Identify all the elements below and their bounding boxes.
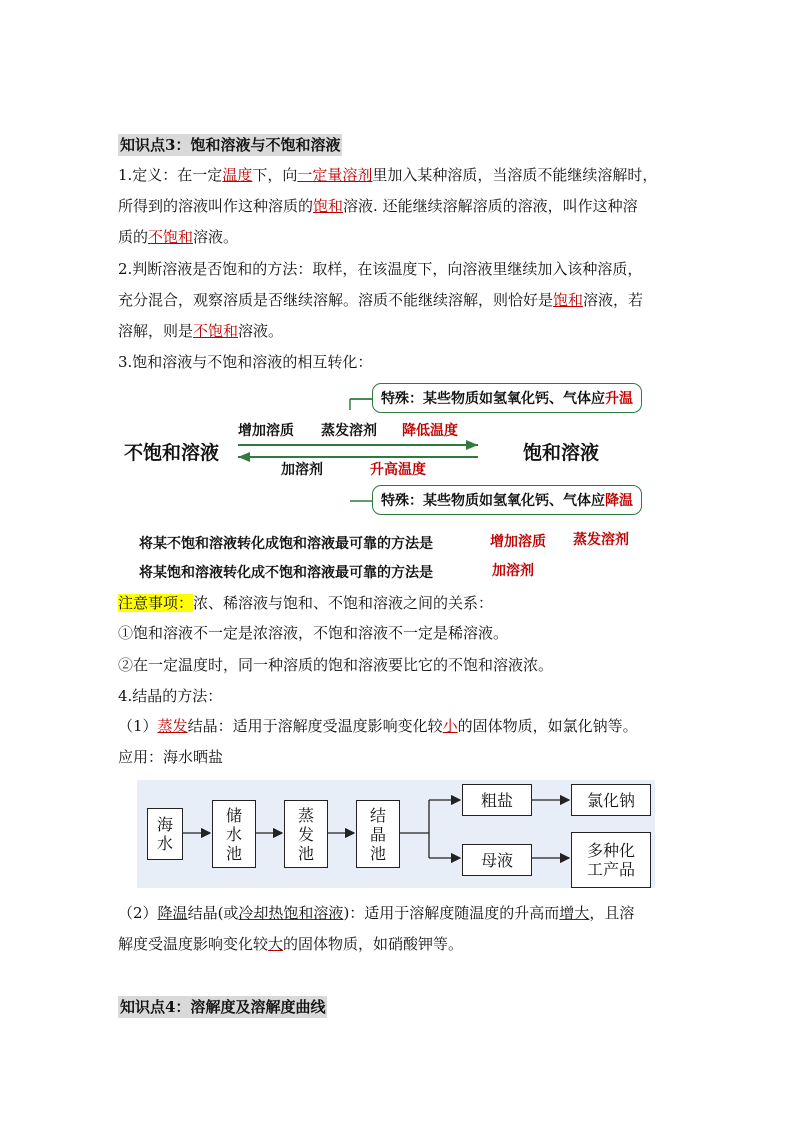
text: 所得到的溶液叫作这种溶质的 xyxy=(118,197,314,215)
text: 结晶(或 xyxy=(187,904,239,922)
section-heading-kp4: 知识点4：溶解度及溶解度曲线 xyxy=(120,998,326,1016)
flow-box-mother-liquor: 母液 xyxy=(462,844,532,876)
unsaturated-label: 不饱和溶液 xyxy=(124,442,220,464)
answer-blank: 饱和 xyxy=(553,291,584,309)
flow-box-sodium-chloride: 氯化钠 xyxy=(571,784,651,816)
method-add-solute: 增加溶质 xyxy=(238,423,294,439)
note-text: 特殊：某些物质如氢氧化钙、气体应 xyxy=(381,391,605,407)
judge-line-1: 2.判断溶液是否饱和的方法：取样，在该温度下，向溶液里继续加入该种溶质， xyxy=(118,260,643,278)
notice-label: 注意事项： xyxy=(118,594,194,612)
text: 1.定义：在一定 xyxy=(118,166,223,184)
text: 的固体物质，如氯化钠等。 xyxy=(457,717,638,735)
answer-blank: 大 xyxy=(268,935,284,953)
text: （2） xyxy=(118,904,158,922)
cooling-crystallization-line-2 xyxy=(118,934,463,954)
conversion-title: 3.饱和溶液与不饱和溶液的相互转化： xyxy=(118,353,373,371)
answer-blank: 不饱和 xyxy=(193,322,239,340)
flow-box-storage-pool: 储 水 池 xyxy=(212,800,256,868)
notice-line xyxy=(118,593,493,613)
note-text: 特殊：某些物质如氢氧化钙、气体应 xyxy=(381,493,605,509)
text: 将某饱和溶液转化成不饱和溶液最可靠的方法是 xyxy=(139,565,433,581)
flow-box-chemical-products: 多种化 工产品 xyxy=(571,832,651,888)
notice-point-1: ①饱和溶液不一定是浓溶液，不饱和溶液不一定是稀溶液。 xyxy=(118,624,509,642)
method-line-1 xyxy=(139,533,433,553)
method-heat: 升高温度 xyxy=(370,462,426,478)
method-line-2 xyxy=(139,562,433,582)
text: 溶液。 xyxy=(238,322,284,340)
text: 溶液，若 xyxy=(583,291,644,309)
method-answer-add-solvent: 加溶剂 xyxy=(492,563,534,579)
method-answer-add-solute: 增加溶质 xyxy=(490,534,546,550)
text: ，且溶 xyxy=(589,904,635,922)
text: 质的 xyxy=(118,228,149,246)
definition-line-3 xyxy=(118,227,238,247)
text: 将某不饱和溶液转化成饱和溶液最可靠的方法是 xyxy=(139,536,433,552)
answer-blank: 温度 xyxy=(222,166,253,184)
text: 溶液。 xyxy=(193,228,239,246)
method-evaporate: 蒸发溶剂 xyxy=(321,423,377,439)
text: )：适用于溶解度随温度的升高而 xyxy=(343,904,560,922)
evaporation-crystallization-line xyxy=(118,716,638,736)
conversion-diagram xyxy=(0,375,794,525)
cooling-crystallization-line-1 xyxy=(118,903,634,923)
text: （1） xyxy=(118,717,158,735)
text: 溶解，则是 xyxy=(118,322,194,340)
text: 解度受温度影响变化较 xyxy=(118,935,269,953)
definition-line-2 xyxy=(118,196,638,216)
crystallization-title: 4.结晶的方法： xyxy=(118,687,223,705)
method-cool: 降低温度 xyxy=(402,423,458,439)
text: 的固体物质，如硝酸钾等。 xyxy=(283,935,464,953)
answer-blank: 小 xyxy=(442,717,458,735)
method-add-solvent: 加溶剂 xyxy=(281,462,323,478)
answer-blank: 蒸发 xyxy=(157,717,188,735)
note-red-text: 降温 xyxy=(605,493,633,509)
note-red-text: 升温 xyxy=(605,391,633,407)
judge-line-3 xyxy=(118,321,283,341)
text: 充分混合，观察溶质是否继续溶解。溶质不能继续溶解，则恰好是 xyxy=(118,291,554,309)
saturated-label: 饱和溶液 xyxy=(523,442,600,464)
answer-blank: 冷却热饱和溶液 xyxy=(238,904,344,922)
flow-box-crystallization-pool: 结 晶 池 xyxy=(356,800,400,868)
text: 浓、稀溶液与饱和、不饱和溶液之间的关系： xyxy=(193,594,494,612)
answer-blank: 饱和 xyxy=(313,197,344,215)
section-heading-kp3: 知识点3：饱和溶液与不饱和溶液 xyxy=(120,136,341,154)
text: 下，向 xyxy=(252,166,298,184)
answer-blank: 不饱和 xyxy=(148,228,194,246)
text: 结晶：适用于溶解度受温度影响变化较 xyxy=(187,717,443,735)
sea-salt-flowchart xyxy=(137,780,655,888)
flow-box-seawater: 海 水 xyxy=(147,808,183,860)
application-line: 应用：海水晒盐 xyxy=(118,748,224,766)
definition-line-1 xyxy=(118,165,657,185)
text: 里加入某种溶质，当溶质不能继续溶解时， xyxy=(372,166,658,184)
flow-box-evaporation-pool: 蒸 发 池 xyxy=(284,800,328,868)
notice-point-2: ②在一定温度时，同一种溶质的饱和溶液要比它的不饱和溶液浓。 xyxy=(118,656,554,674)
answer-blank: 降温 xyxy=(157,904,188,922)
method-answer-evaporate: 蒸发溶剂 xyxy=(573,532,629,548)
answer-blank: 一定量溶剂 xyxy=(297,166,373,184)
special-note-bottom xyxy=(372,485,642,515)
judge-line-2 xyxy=(118,290,643,310)
flow-box-crude-salt: 粗盐 xyxy=(462,784,532,816)
text: 溶液. 还能继续溶解溶质的溶液，叫作这种溶 xyxy=(343,197,638,215)
answer-blank: 增大 xyxy=(559,904,590,922)
